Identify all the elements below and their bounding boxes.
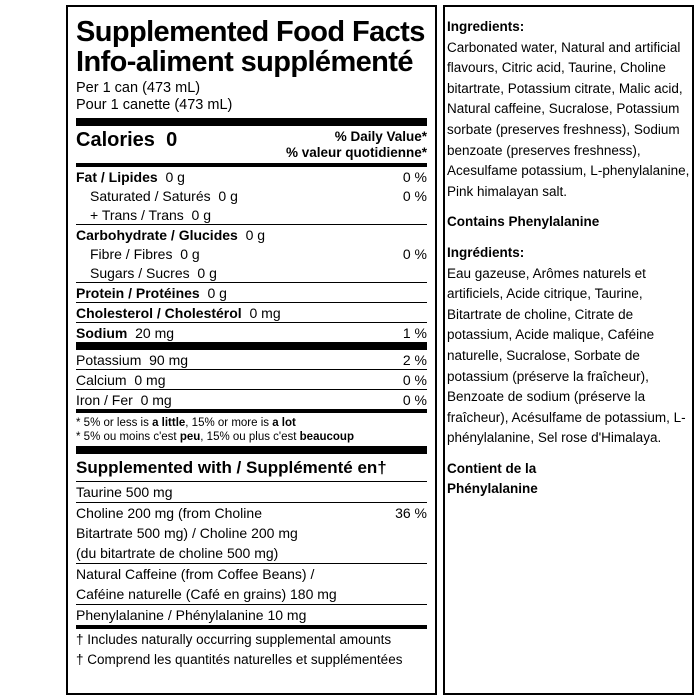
contains-fr: Contient de la Phénylalanine xyxy=(447,460,538,497)
nutrition-facts-panel xyxy=(66,5,437,695)
supplement-row: Phenylalanine / Phénylalanine 10 mg xyxy=(76,604,427,625)
calories-row xyxy=(76,128,427,161)
nutrient-row: Carbohydrate / Glucides 0 g xyxy=(76,224,427,244)
supplement-row: Taurine 500 mg xyxy=(76,481,427,502)
dv-header-en: % Daily Value* xyxy=(334,129,427,144)
footnote-fr: * 5% ou moins c'est peu, 15% ou plus c'est beaucoup xyxy=(76,431,354,443)
dv-header-fr: % valeur quotidienne* xyxy=(285,145,427,160)
divider-thick xyxy=(76,118,427,126)
supplement-title: Supplemented with / Supplémenté en† xyxy=(76,458,387,477)
nutrient-row: Fat / Lipides 0 g 0 % xyxy=(76,168,427,185)
title-en: Supplemented Food Facts xyxy=(76,16,425,48)
nutrient-row: Protein / Protéines 0 g xyxy=(76,282,427,302)
calories-value: 0 xyxy=(166,129,178,151)
note-fr: † Comprend les quantités naturelles et supplémentées xyxy=(76,652,403,667)
calories-label: Calories xyxy=(76,129,155,151)
ingredients-panel xyxy=(443,5,694,695)
ingredients-heading-fr: Ingrédients: xyxy=(447,244,525,260)
ingredients-list-fr: Eau gazeuse, Arômes naturels et artificiels, Acide citrique, Taurine, Bitartrate de choline, Citrate de potassium, Acide malique, Caféine naturelle, Sucralose, Sorbate de potassium (préserve la fraîcheur), Benzoate de sodium (préserve la fraîcheur), Acésulfame de potassium, L-phénylalanine, Sel rose d'Himalaya. xyxy=(447,265,686,446)
supplement-row: Choline 200 mg (from Choline Bitartrate 500 mg) / Choline 200 mg (du bitartrate de choline 500 mg) 36 % xyxy=(76,502,427,563)
ingredients-heading-en: Ingredients: xyxy=(447,19,525,34)
ingredients-list-en: Carbonated water, Natural and artificial flavours, Citric acid, Taurine, Choline bitartrate, Potassium citrate, Malic acid, Natural caffeine, Sucralose, Potassium sorbate (preserves freshness), Sodium benzoate (preserves freshness), Acesulfame potassium, L-phenylalanine, Pink himalayan salt. xyxy=(447,39,690,199)
nutrient-row: Cholesterol / Cholestérol 0 mg xyxy=(76,302,427,322)
nutrient-row: Sodium 20 mg 1 % xyxy=(76,322,427,342)
nutrient-row: Sugars / Sucres 0 g xyxy=(90,264,217,281)
title-fr: Info-aliment supplémenté xyxy=(76,46,413,78)
serving-fr: Pour 1 canette (473 mL) xyxy=(76,97,233,113)
divider-thick xyxy=(76,446,427,454)
nutrient-row: Iron / Fer 0 mg 0 % xyxy=(76,389,427,409)
supplement-notes xyxy=(76,629,427,670)
nutrient-row: Potassium 90 mg 2 % xyxy=(76,351,427,368)
nutrient-row: Calcium 0 mg 0 % xyxy=(76,369,427,389)
nutrient-row: + Trans / Trans 0 g xyxy=(90,206,212,223)
note-en: † Includes naturally occurring supplemental amounts xyxy=(76,632,392,647)
supplement-row: Natural Caffeine (from Coffee Beans) / Caféine naturelle (Café en grains) 180 mg xyxy=(76,563,427,604)
serving-en: Per 1 can (473 mL) xyxy=(76,80,201,96)
footnote-en: * 5% or less is a little, 15% or more is a lot xyxy=(76,417,296,429)
footnote xyxy=(76,413,427,446)
contains-en: Contains Phenylalanine xyxy=(447,214,600,230)
nutrient-row: Fibre / Fibres 0 g 0 % xyxy=(90,245,427,262)
nutrient-row: Saturated / Saturés 0 g 0 % xyxy=(90,187,427,204)
